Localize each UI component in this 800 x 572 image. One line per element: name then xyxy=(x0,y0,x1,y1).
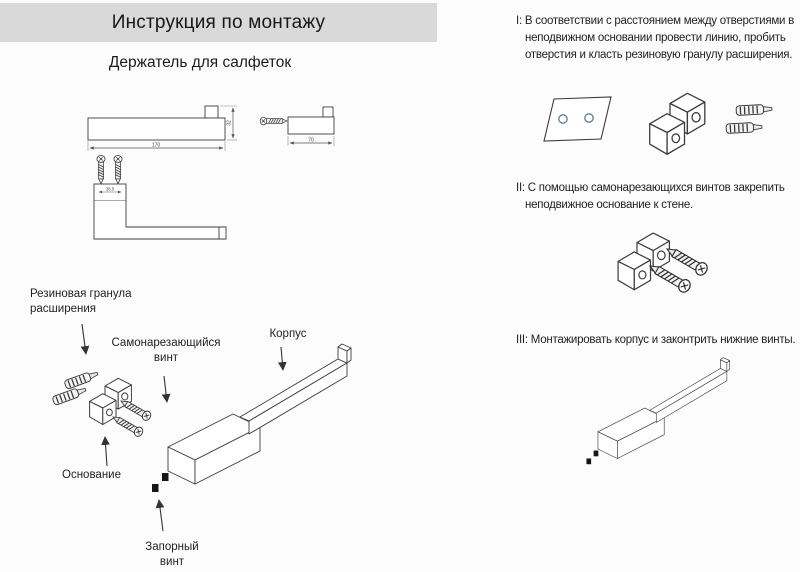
label-body: Корпус xyxy=(269,328,307,340)
step-1-instruction: В соответствии с расстоянием между отверстиями в неподвижном основании провести линию, пробить отверстия и класть резиновую гранулу расширения. xyxy=(524,15,794,62)
dim-length: 170 xyxy=(151,142,161,149)
rubber-dowel-icon xyxy=(64,369,99,389)
dim-depth: 70 xyxy=(308,137,314,144)
label-rubber-dowel: Резиновая гранула расширения xyxy=(30,288,132,315)
drawing-front-view xyxy=(94,156,226,239)
step-3-text xyxy=(516,332,800,349)
step-3-instruction: Монтажировать корпус и законтрить нижние винты. xyxy=(530,334,796,346)
step-3-number: III: xyxy=(516,334,528,346)
mount-screw-icon xyxy=(97,156,105,184)
step-1-illustration xyxy=(525,85,790,180)
label-lock-screw: Запорный винт xyxy=(145,541,199,568)
rubber-dowel-icon xyxy=(726,122,762,133)
step-1-text xyxy=(516,13,800,64)
step-2-illustration xyxy=(595,225,770,330)
drawing-depth-view xyxy=(260,107,334,134)
base-bracket-icon xyxy=(650,93,705,154)
wall-plate-icon xyxy=(544,97,611,141)
mount-screw-icon xyxy=(114,156,122,184)
screw-side-icon xyxy=(260,117,287,125)
exploded-diagram xyxy=(30,315,420,572)
label-base: Основание xyxy=(62,469,121,481)
drawing-side-view xyxy=(88,106,225,140)
step-2-text xyxy=(516,180,800,214)
label-tapping-screw: Самонарезающийся винт xyxy=(111,337,221,364)
dim-height: 32 xyxy=(226,120,233,126)
page-title: Инструкция по монтажу xyxy=(111,11,326,33)
technical-drawings xyxy=(40,90,360,270)
title-band xyxy=(0,3,437,42)
step-1-number: I: xyxy=(516,15,522,27)
holder-body-icon xyxy=(586,358,729,465)
dim-hole-spacing: 38.5 xyxy=(105,186,115,192)
tapping-screw-icon xyxy=(664,243,710,277)
step-2-number: II: xyxy=(516,182,525,194)
product-subtitle: Держатель для салфеток xyxy=(108,54,292,71)
step-3-illustration xyxy=(580,350,790,470)
base-bracket-icon xyxy=(618,233,669,290)
holder-body-icon xyxy=(152,344,351,492)
rubber-dowel-icon xyxy=(736,104,772,115)
step-2-instruction: С помощью самонарезающихся винтов закрепить неподвижное основание к стене. xyxy=(525,182,785,212)
